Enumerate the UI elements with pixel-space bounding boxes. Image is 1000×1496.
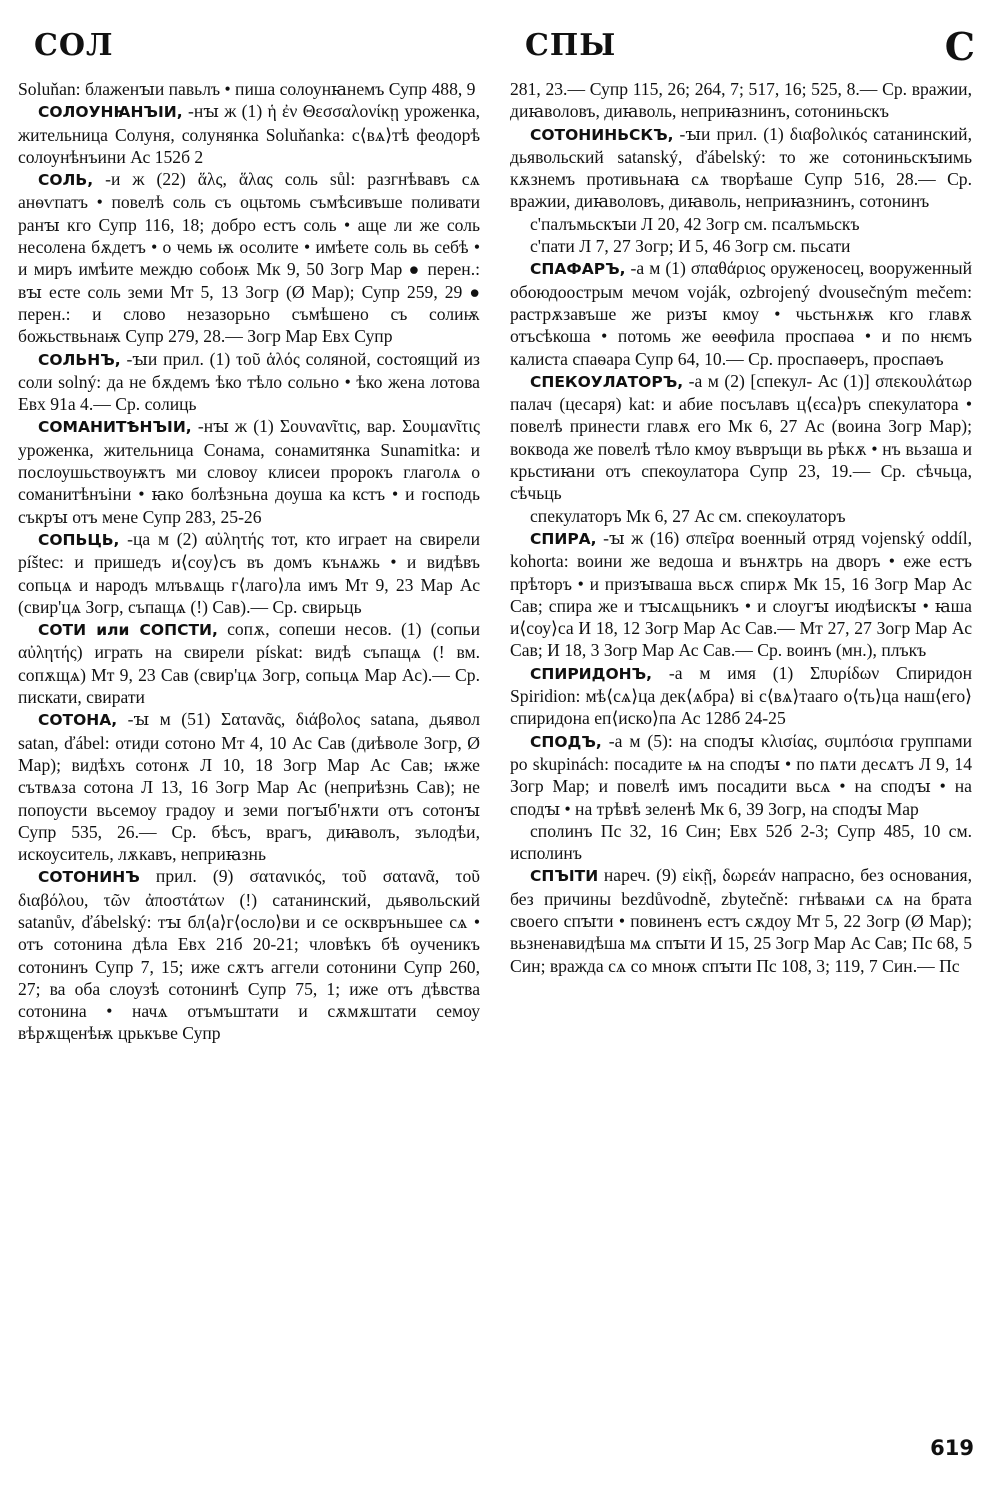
entry-body: -ꙑ ж (16) σπεῖρα военный отряд vojenský oddíl, kohorta: воини же ведоша и вънѫтрь на дворъ • еже естъ прѣторъ • и призꙑваша вьсѫ спирѫ Мк 15, 16 Зогр Мар Ас Сав; спира же и тꙑсѧщьникъ • и слоугꙑ июдѣискꙑ • ꙗша и⟨соу⟩са И 18, 12 Зогр Мар Ас Сав.— Мт 27, 27 Зогр Мар Ас Сав; И 18, 3 Зогр Мар Ас Сав.— Ср. воинъ (мн.), плъкъ: [510, 527, 972, 661]
right-column: [510, 78, 972, 977]
entry-headword: СОТОНИНЪ: [38, 868, 140, 887]
entry-headword: СПИРИДОНЪ,: [530, 664, 653, 683]
entry-body: -ца м (2) αὐλητής тот, кто играет на свирели píštec: и пришедъ и⟨соу⟩съ въ домъ кънѧжь • и видѣвъ сопьцѧ и народъ млъвѧщь г⟨лаго⟩ла имъ Мт 9, 23 Мар Ас (свир'цѧ Зогр, съпащѧ (!) Сав).— Ср. свирьць: [18, 528, 480, 617]
running-head-left: СОЛ: [34, 28, 114, 63]
dictionary-entry: [510, 235, 972, 257]
dictionary-entry: [510, 662, 972, 730]
dictionary-entry: [18, 865, 480, 1044]
entry-headword: СПОДЪ,: [530, 732, 602, 751]
dictionary-entry: [510, 527, 972, 662]
entry-body: -ꙑи прил. (1) διαβολικός сатанинский, дьявольский satanský, ďábelský: то же сотониньскꙑимь кѫзнемъ противьнаꙗ сѧ творѣаше Супр 516, 28.— Ср. вражии, диꙗволовъ, диꙗволь, неприꙗзнинъ, сотонинъ: [510, 123, 972, 212]
section-letter: С: [944, 24, 975, 69]
entry-headword: СОЛОУНꙖНЪІИ,: [38, 103, 183, 122]
entry-body: -а м (2) [спекул- Ас (1)] σπεκουλάτωρ палач (цесаря) kat: и абие посълавъ ц⟨єса⟩ръ спекулатора • повелѣ принести главѫ его Мк 6, 27 Ас (воина Зогр Мар); воквода же повелѣ тѣло кмоу въвръщи вь рѣкѫ • нъ вьзаша и крьстиꙗни отъ спекоулатора Супр 23, 19.— Ср. сѣчьца, сѣчьць: [510, 370, 972, 504]
dictionary-entry: [510, 123, 972, 213]
dictionary-entry: [510, 370, 972, 505]
dictionary-entry: [510, 505, 972, 527]
dictionary-entry: [510, 78, 972, 123]
entry-body: -нꙑ ж (1) ἡ ἐν Θεσσαλονίκῃ уроженка, жительница Солуня, солунянка Soluňanka: с⟨вѧ⟩тѣ феодорѣ солоунѣнъини Ас 152б 2: [18, 101, 481, 167]
entry-body: -нꙑ ж (1) Σουνανῖτις, вар. Σουμανῖτις уроженка, жительница Сонама, сонамитянка Sunamitka: и послоушьствоуѭтъ ми словоу клисеи пророкъ глаголѧ о соманитѣнъіни • ꙗко болѣзньна доуша ка кстъ • и господь съкрꙑ отъ мене Супр 283, 25-26: [18, 416, 480, 527]
dictionary-entry: [18, 708, 480, 865]
entry-body: нареч. (9) εἰκῇ, δωρεάν напрасно, без основания, без причины bezdůvodně, zbytečně: гнѣваѩи сѧ на брата своего спꙑти • повиненъ естъ сѫдоу Мт 5, 22 Зогр (Ø Мар); вьзненавидѣша мѧ спꙑти И 15, 25 Зогр Мар Ас Сав; Пс 68, 5 Син; вражда сѧ со мноѭ спꙑти Пс 108, 3; 119, 7 Син.— Пс: [510, 865, 972, 976]
entry-body: прил. (9) σατανικός, τοῦ σατανᾶ, τοῦ διαβόλου, τῶν ἀποστάτων (!) сатанинский, дьявольский satanův, ďábelský: тꙑ бл⟨а⟩г⟨осло⟩ви и се осквръньшее сѧ • отъ сотонина дѣла Евх 21б 20-21; чловѣкъ бѣ оученикъ сотонинъ Супр 7, 15; иже сѫтъ аггели сотонини Супр 260, 27; ва оба слоузѣ сотонинѣ Супр 75, 1; иже отъ дѣвства сотонина • начѧ отъмъштати и сѫмѫштати семоу вѣрѫщенѣѭ црькъве Супр: [18, 866, 480, 1044]
entry-body: -и ж (22) ἅλς, ἅλας соль sůl: разгнѣвавъ сѧ анѳѵпатъ • повелѣ соль съ оцьтомь съмѣсивъше поливати ранꙑ кго Супр 116, 18; добро естъ соль • аще ли же соль несолена бѫдетъ • о чемь ѭ осолите • имѣете соль вь себѣ • и миръ имѣите междю собоѭ Мк 9, 50 Зогр Мар ● перен.: вꙑ есте соль земи Мт 5, 13 Зогр (Ø Мар); Супр 259, 29 ● перен.: и слово незазорьно съмѣшено съ солиѭ божьствьнаѭ Супр 279, 28.— Зогр Мар Евх Супр: [18, 169, 480, 347]
dictionary-entry: [18, 618, 480, 708]
left-column: [18, 78, 480, 1045]
entry-body: -ꙑи прил. (1) τοῦ ἁλός соляной, состоящий из соли solný: да не бѫдемъ ѣко тѣло сольно • ѣко жена лотова Евх 91а 4.— Ср. солиць: [18, 348, 480, 415]
entry-headword: СПИРА,: [530, 529, 597, 548]
entry-body: -а м (5): на сподꙑ κλισίας, συμπόσια группами po skupinách: посадите ѩ на сподꙑ • по пѧти десѧтъ Л 9, 14 Зогр Мар; и повелѣ имъ посадити вьсѧ • на сподꙑ • на сподꙑ • на трѣвѣ зеленѣ Мк 6, 39 Зогр, на сподꙑ Мар: [510, 730, 972, 819]
page-header: [20, 18, 975, 78]
dictionary-entry: [510, 864, 972, 976]
entry-body: с'палъмьскꙑи Л 20, 42 Зогр см. псалъмьскъ: [530, 213, 860, 234]
entry-headword: СОЛЬНЪ,: [38, 350, 121, 369]
entry-body: сполинъ Пс 32, 16 Син; Евх 52б 2-3; Супр 485, 10 см. исполинъ: [510, 820, 972, 864]
entry-headword: СОЛЬ,: [38, 171, 94, 190]
entry-headword: СПЪІТИ: [530, 867, 599, 886]
entry-body: -ꙑ м (51) Σατανᾶς, διάβολος satana, дьявол satan, ďábel: отиди сотоно Мт 4, 10 Ас Сав (диѣволе Зогр, Ø Мар); видѣхъ сотонѫ Л 10, 18 Зогр Мар Ас Сав; ѭже сътвѧза сотона Л 13, 16 Зогр Мар Ас (неприѣзнь Сав); не попоусти вьсемоу градоу и земи погꙑб'нѫти отъ сотонꙑ Супр 535, 26.— Ср. бѣсъ, врагъ, диꙗволъ, зълодѣи, искоуситель, лѫкавъ, неприꙗзнь: [18, 709, 480, 865]
entry-body: 281, 23.— Супр 115, 26; 264, 7; 517, 16; 525, 8.— Ср. вражии, диꙗволовъ, диꙗволь, неприꙗзнинъ, сотониньскъ: [510, 79, 972, 122]
entry-headword: СОТОНА,: [38, 711, 118, 730]
dictionary-entry: [18, 168, 480, 347]
entry-body: -а м (1) σπαθάριος оруженосец, вооруженный обоюдоострым мечом voják, ozbrojený dvousečným mečem: растрѫзавъше же ризꙑ кмоу • чьстьнѫѭ кго главѫ отъсѣкоша • потомь же ѳеѳфила проспаѳа • и по нѥмъ калиста спаѳара Супр 64, 10.— Ср. проспаѳеръ, проспаѳъ: [510, 258, 972, 369]
entry-headword: СОПЬЦЬ,: [38, 530, 120, 549]
dictionary-entry: [510, 257, 972, 369]
entry-headword: СПЕКОУЛАТОРЪ,: [530, 372, 684, 391]
entry-body: Soluňan: блаженꙑи павьлъ • пиша солоунꙗнемъ Супр 488, 9: [18, 79, 476, 99]
page-number: 619: [930, 1436, 974, 1460]
dictionary-entry: [18, 415, 480, 527]
running-head-right: СПЫ: [525, 28, 617, 63]
entry-headword: СОТОНИНЬСКЪ,: [530, 125, 674, 144]
entry-body: с'пати Л 7, 27 Зогр; И 5, 46 Зогр см. пьсати: [530, 236, 851, 257]
entry-headword: СОМАНИТѢНЪІИ,: [38, 418, 192, 437]
entry-body: -а м имя (1) Σπυρίδων Спиридон Spiridion: мѣ⟨сѧ⟩ца дек⟨ѧбра⟩ ві с⟨вѧ⟩тааго о⟨ть⟩ца наш⟨его⟩ спиридона еп⟨иско⟩па Ас 128б 24-25: [510, 662, 972, 729]
entry-body: сопѫ, сопеши несов. (1) (сопьи αὐλητής) играть на свирели pískat: видѣ съпащѧ (! вм. сопѫщѧ) Мт 9, 23 Сав (свир'цѧ Зогр, сопьцѧ Мар Ас).— Ср. пискати, свирати: [18, 619, 480, 708]
dictionary-entry: [18, 78, 480, 100]
dictionary-entry: [510, 213, 972, 235]
dictionary-entry: [18, 348, 480, 416]
dictionary-entry: [18, 100, 480, 168]
entry-headword: СПАФАРЪ,: [530, 260, 626, 279]
dictionary-entry: [510, 820, 972, 865]
entry-headword: СОТИ или СОПСТИ,: [38, 621, 218, 640]
dictionary-entry: [510, 730, 972, 820]
entry-body: спекулаторъ Мк 6, 27 Ас см. спекоулаторъ: [530, 505, 846, 526]
dictionary-entry: [18, 528, 480, 618]
